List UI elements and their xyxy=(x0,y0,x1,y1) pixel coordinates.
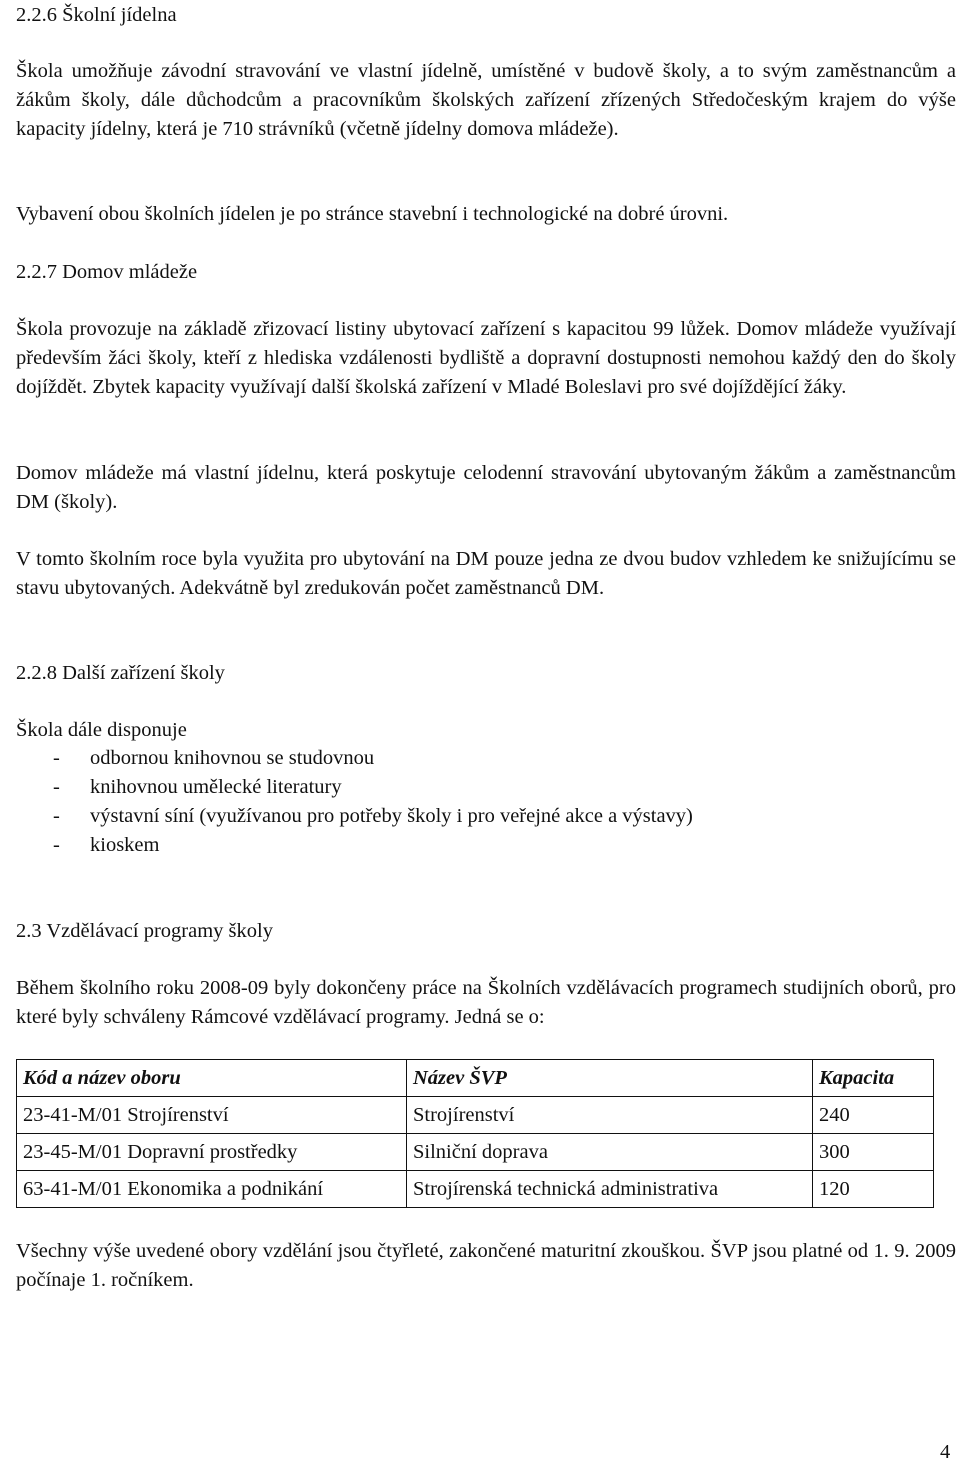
paragraph-facilities-intro: Škola dále disponuje xyxy=(16,719,187,741)
paragraph-canteen-equipment: Vybavení obou školních jídelen je po stránce stavební i technologické na dobré úrovni. xyxy=(16,203,729,225)
list-item xyxy=(16,744,693,773)
column-header-capacity: Kapacita xyxy=(813,1060,934,1097)
paragraph-programs-intro: Během školního roku 2008-09 byly dokončeny práce na Školních vzdělávacích programech studijních oborů, pro které byly schváleny Rámcové vzdělávací programy. Jedná se o: xyxy=(16,977,956,1028)
section-heading-2-2-6: 2.2.6 Školní jídelna xyxy=(16,4,177,26)
paragraph-dormitory-buildings: V tomto školním roce byla využita pro ubytování na DM pouze jedna ze dvou budov vzhledem ke snižujícímu se stavu ubytovaných. Adekvátně byl zredukován počet zaměstnanců DM. xyxy=(16,548,956,599)
paragraph-programs-closing: Všechny výše uvedené obory vzdělání jsou čtyřleté, zakončené maturitní zkouškou. ŠVP jsou platné od 1. 9. 2009 počínaje 1. ročníkem. xyxy=(16,1240,956,1291)
list-item-text: kioskem xyxy=(90,834,160,856)
list-item-text: odbornou knihovnou se studovnou xyxy=(90,747,375,769)
list-dash: - xyxy=(53,747,60,769)
page-number: 4 xyxy=(940,1441,951,1463)
section-heading-2-2-8: 2.2.8 Další zařízení školy xyxy=(16,662,225,684)
list-dash: - xyxy=(53,805,60,827)
cell-svp-name: Strojírenská technická administrativa xyxy=(407,1171,813,1208)
table-row xyxy=(17,1171,934,1208)
paragraph-dormitory-canteen: Domov mládeže má vlastní jídelnu, která poskytuje celodenní stravování ubytovaným žákům a zaměstnancům DM (školy). xyxy=(16,462,956,513)
cell-code-name: 23-41-M/01 Strojírenství xyxy=(17,1097,407,1134)
list-dash: - xyxy=(53,776,60,798)
paragraph-dormitory-capacity: Škola provozuje na základě zřizovací listiny ubytovací zařízení s kapacitou 99 lůžek. Domov mládeže využívají především žáci školy, kteří z hlediska vzdálenosti bydliště a dopravní dostupnosti nemohou každý den do školy dojíždět. Zbytek kapacity využívají další školská zařízení v Mladé Boleslavi pro své dojíždějící žáky. xyxy=(16,318,956,398)
cell-capacity: 240 xyxy=(813,1097,934,1134)
list-item xyxy=(16,831,693,860)
cell-capacity: 120 xyxy=(813,1171,934,1208)
cell-code-name: 23-45-M/01 Dopravní prostředky xyxy=(17,1134,407,1171)
facilities-list xyxy=(16,744,693,860)
cell-svp-name: Strojírenství xyxy=(407,1097,813,1134)
list-item xyxy=(16,802,693,831)
table-header-row xyxy=(17,1060,934,1097)
list-item-text: knihovnou umělecké literatury xyxy=(90,776,342,798)
document-page xyxy=(16,0,956,1466)
section-heading-2-3: 2.3 Vzdělávací programy školy xyxy=(16,920,273,942)
column-header-svp-name: Název ŠVP xyxy=(407,1060,813,1097)
cell-svp-name: Silniční doprava xyxy=(407,1134,813,1171)
paragraph-canteen-meals: Škola umožňuje závodní stravování ve vlastní jídelně, umístěné v budově školy, a to svým zaměstnancům a žákům školy, dále důchodcům a pracovníkům školských zařízení zřízených Středočeským krajem do výše kapacity jídelny, která je 710 strávníků (včetně jídelny domova mládeže). xyxy=(16,60,956,140)
column-header-code-name: Kód a název oboru xyxy=(17,1060,407,1097)
table-row xyxy=(17,1134,934,1171)
section-heading-2-2-7: 2.2.7 Domov mládeže xyxy=(16,261,198,283)
list-dash: - xyxy=(53,834,60,856)
table-row xyxy=(17,1097,934,1134)
cell-capacity: 300 xyxy=(813,1134,934,1171)
list-item-text: výstavní síní (využívanou pro potřeby školy i pro veřejné akce a výstavy) xyxy=(90,805,693,827)
list-item xyxy=(16,773,693,802)
programs-table xyxy=(16,1059,934,1208)
cell-code-name: 63-41-M/01 Ekonomika a podnikání xyxy=(17,1171,407,1208)
